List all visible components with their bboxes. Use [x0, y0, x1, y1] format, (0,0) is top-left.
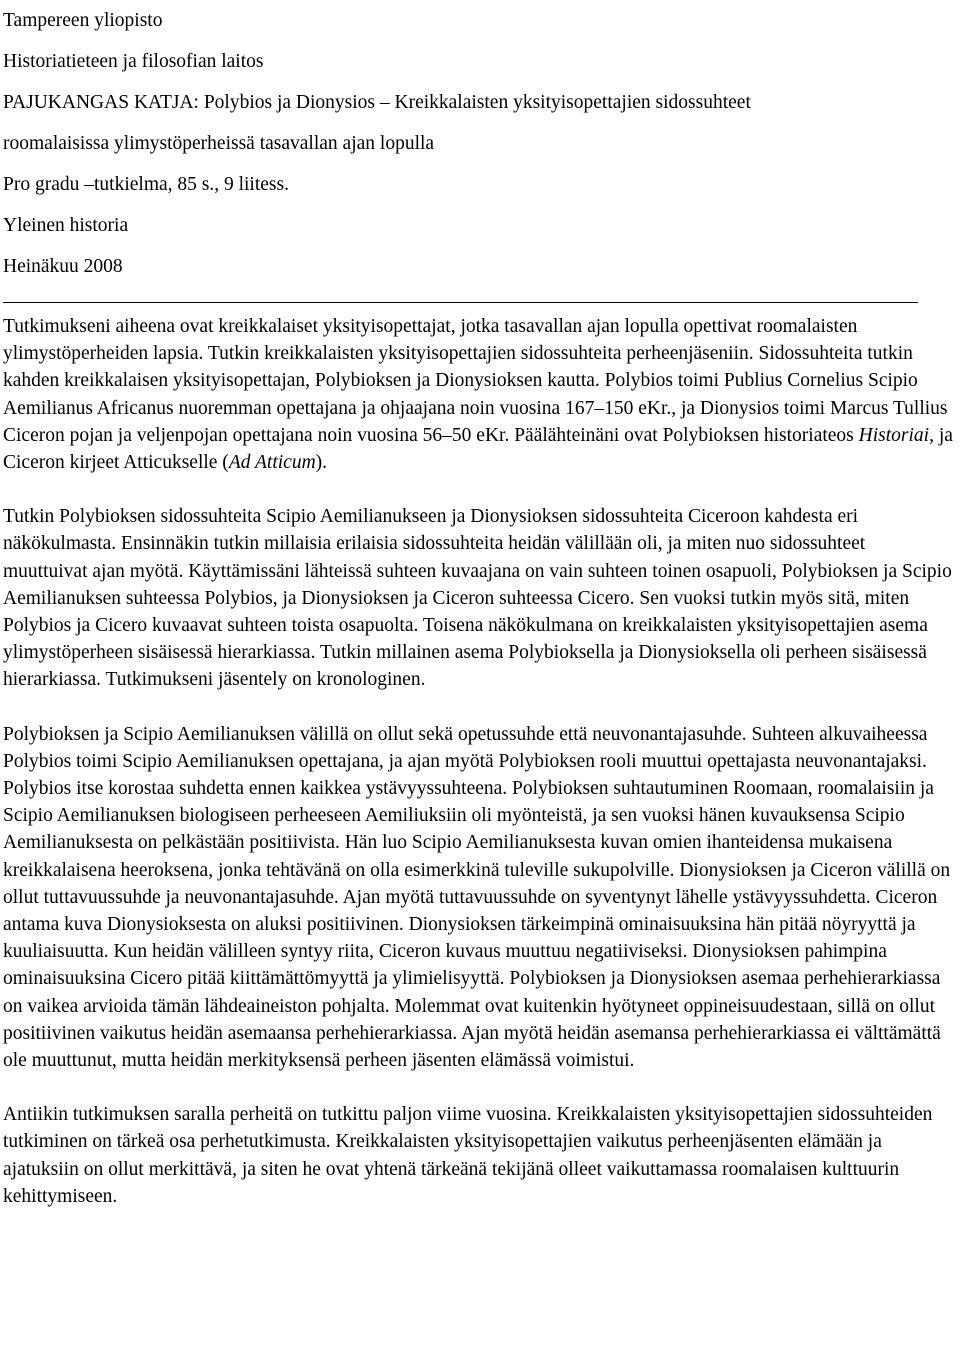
thesis-title-line-1: PAJUKANGAS KATJA: Polybios ja Dionysios – Kreikkalaisten yksityisopettajien sidossuhteet	[3, 92, 751, 113]
department-name: Historiatieteen ja filosofian laitos	[3, 51, 264, 72]
paragraph-1-text-b: , ja Ciceron kirjeet Atticukselle (	[3, 424, 953, 474]
paragraph-1-text-a: Tutkimukseni aiheena ovat kreikkalaiset yksityisopettajat, jotka tasavallan ajan lopulla opettivat roomalaisten ylimystöperheiden lapsia. Tutkin kreikkalaisten yksityisopettajien sidossuhteita perheenjäseniin. Sidossuhteita tutkin kahden kreikkalaisen yksityisopettajan, Polybioksen ja Dionysioksen kautta. Polybios toimi Publius Cornelius Scipio Aemilianus Africanus nuoremman opettajana ja ohjaajana noin vuosina 167–150 eKr., ja Dionysios toimi Marcus Tullius Ciceron pojan ja veljenpojan opettajana noin vuosina 56–50 eKr. Päälähteinäni ovat Polybioksen historiateos	[3, 316, 948, 446]
paragraph-1-text-c: ).	[315, 452, 328, 474]
work-title-ad-atticum: Ad Atticum	[228, 452, 316, 474]
university-name: Tampereen yliopisto	[3, 10, 163, 31]
subject: Yleinen historia	[3, 215, 129, 236]
abstract-paragraph-2: Tutkin Polybioksen sidossuhteita Scipio Aemilianukseen ja Dionysioksen sidossuhteita Ciceroon kahdesta eri näkökulmasta. Ensinnäkin tutkin millaisia erilaisia sidossuhteita heidän välillään oli, ja miten nuo sidossuhteet muuttuivat ajan myötä. Käyttämissäni lähteissä suhteen kuvaajana on vain suhteen toinen osapuoli, Polybioksen ja Scipio Aemilianuksen suhteessa Polybios, ja Dionysioksen ja Ciceron suhteessa Cicero. Sen vuoksi tutkin myös sitä, miten Polybios ja Cicero kuvaavat suhteen toista osapuolta. Toisena näkökulmana on kreikkalaisten yksityisopettajien asema ylimystöperheen sisäisessä hierarkiassa. Tutkin millainen asema Polybioksella ja Dionysioksella oli perheen sisäisessä hierarkiassa. Tutkimukseni jäsentely on kronologinen.	[3, 506, 952, 691]
abstract-body	[3, 313, 953, 1210]
thesis-title-line-2: roomalaisissa ylimystöperheissä tasavallan ajan lopulla	[3, 133, 435, 154]
document-page	[3, 0, 953, 1210]
abstract-paragraph-4: Antiikin tutkimuksen saralla perheitä on tutkittu paljon viime vuosina. Kreikkalaisten yksityisopettajien sidossuhteiden tutkiminen on tärkeä osa perhetutkimusta. Kreikkalaisten yksityisopettajien vaikutus perheenjäsenten elämään ja ajatuksiin on ollut merkittävä, ja siten he ovat yhtenä tärkeänä tekijänä olleet vaikuttamassa roomalaisen kulttuurin kehittymiseen.	[3, 1104, 933, 1207]
date: Heinäkuu 2008	[3, 256, 123, 277]
thesis-info: Pro gradu –tutkielma, 85 s., 9 liitess.	[3, 174, 289, 195]
abstract-paragraph-1	[3, 313, 953, 476]
abstract-paragraph-3: Polybioksen ja Scipio Aemilianuksen välillä on ollut sekä opetussuhde että neuvonantajasuhde. Suhteen alkuvaiheessa Polybios toimi Scipio Aemilianuksen opettajana, ja ajan myötä Polybioksen rooli muuttui opettajasta neuvonantajaksi. Polybios itse korostaa suhdetta ennen kaikkea ystävyyssuhteena. Polybioksen suhtautuminen Roomaan, roomalaisiin ja Scipio Aemilianuksen biologiseen perheeseen Aemiliuksiin oli myönteistä, ja sen vuoksi hänen kuvauksensa Scipio Aemilianuksesta on pelkästään positiivista. Hän luo Scipio Aemilianuksesta kuvan omien ihanteidensa mukaisena kreikkalaisena heeroksena, jonka tehtävänä on olla esimerkkinä tuleville sukupolville. Dionysioksen ja Ciceron välillä on ollut tuttavuussuhde ja neuvonantajasuhde. Ajan myötä tuttavuussuhde on syventynyt lähelle ystävyyssuhdetta. Ciceron antama kuva Dionysioksesta on aluksi positiivinen. Dionysioksen tärkeimpinä ominaisuuksina hän pitää nöyryyttä ja kuuliaisuutta. Kun heidän välilleen syntyy riita, Ciceron kuvaus muuttuu negatiiviseksi. Dionysioksen pahimpina ominaisuuksina Cicero pitää kiittämättömyyttä ja ylimielisyyttä. Polybioksen ja Dionysioksen asemaa perhehierarkiassa on vaikea arvioida tämän lähdeaineiston pohjalta. Molemmat ovat kuitenkin hyötyneet oppineisuudestaan, sillä on ollut positiivinen vaikutus heidän asemaansa perhehierarkiassa. Ajan myötä heidän asemansa perhehierarkiassa ei välttämättä ole muuttunut, mutta heidän merkityksensä perheen jäsenten elämässä voimistui.	[3, 723, 951, 1072]
horizontal-rule	[3, 302, 918, 303]
thesis-header	[3, 0, 953, 287]
work-title-historiai: Historiai	[858, 424, 930, 446]
